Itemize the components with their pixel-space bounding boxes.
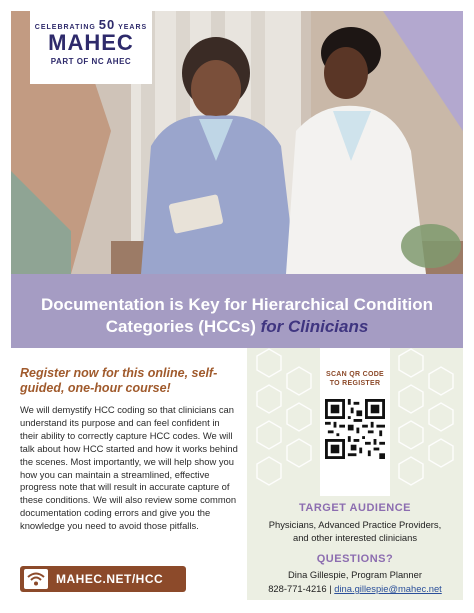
- website-link[interactable]: MAHEC.NET/HCC: [56, 572, 164, 586]
- qr-code-icon[interactable]: [325, 399, 385, 459]
- page-title: [17, 294, 457, 338]
- mahec-logo: [30, 11, 152, 84]
- audience-line1: Physicians, Advanced Practice Providers,: [268, 519, 442, 530]
- title-line2: Categories (HCCs): [105, 317, 256, 336]
- qr-caption: [320, 370, 390, 388]
- qr-caption-line2: TO REGISTER: [329, 380, 381, 387]
- contact-phone[interactable]: 828-771-4216: [268, 583, 327, 594]
- contact-details: [247, 583, 463, 594]
- wifi-icon: [24, 569, 48, 589]
- logo-name: MAHEC: [48, 30, 134, 55]
- logo-fifty: 50: [98, 17, 116, 32]
- logo-years: YEARS: [118, 24, 148, 31]
- contact-name: Dina Gillespie, Program Planner: [288, 569, 422, 580]
- contact-email-link[interactable]: dina.gillespie@mahec.net: [334, 583, 442, 594]
- register-lead: Register now for this online, self-guided, one-hour course!: [20, 366, 218, 395]
- description-body: We will demystify HCC coding so that clinicians can understand its purpose and can feel confident in their ability to correctly capture HCC codes. We will talk about how HCC started and how it works behind the scenes. Most importantly, we will help show you how you can maintain a streamlined, effective progress note that will result in accurate capture of these conditions. We will also review some common documentation coding errors and give you the knowledge you need to avoid those pitfalls.: [20, 404, 238, 532]
- info-panel: [247, 348, 463, 600]
- title-highlight: for Clinicians: [260, 317, 369, 336]
- course-description: [20, 366, 238, 533]
- audience-line2: and other interested clinicians: [292, 532, 418, 543]
- audience-text: [255, 518, 455, 544]
- contact-separator: |: [329, 583, 332, 594]
- logo-celebrating: CELEBRATING: [34, 24, 96, 31]
- logo-subtitle: PART OF NC AHEC: [50, 57, 132, 66]
- title-band: [11, 274, 463, 348]
- audience-heading: TARGET AUDIENCE: [299, 502, 411, 514]
- questions-heading: QUESTIONS?: [316, 553, 394, 565]
- title-line1: Documentation is Key for Hierarchical Condition: [40, 295, 433, 314]
- qr-caption-line1: SCAN QR CODE: [325, 371, 385, 378]
- website-button[interactable]: [20, 566, 186, 592]
